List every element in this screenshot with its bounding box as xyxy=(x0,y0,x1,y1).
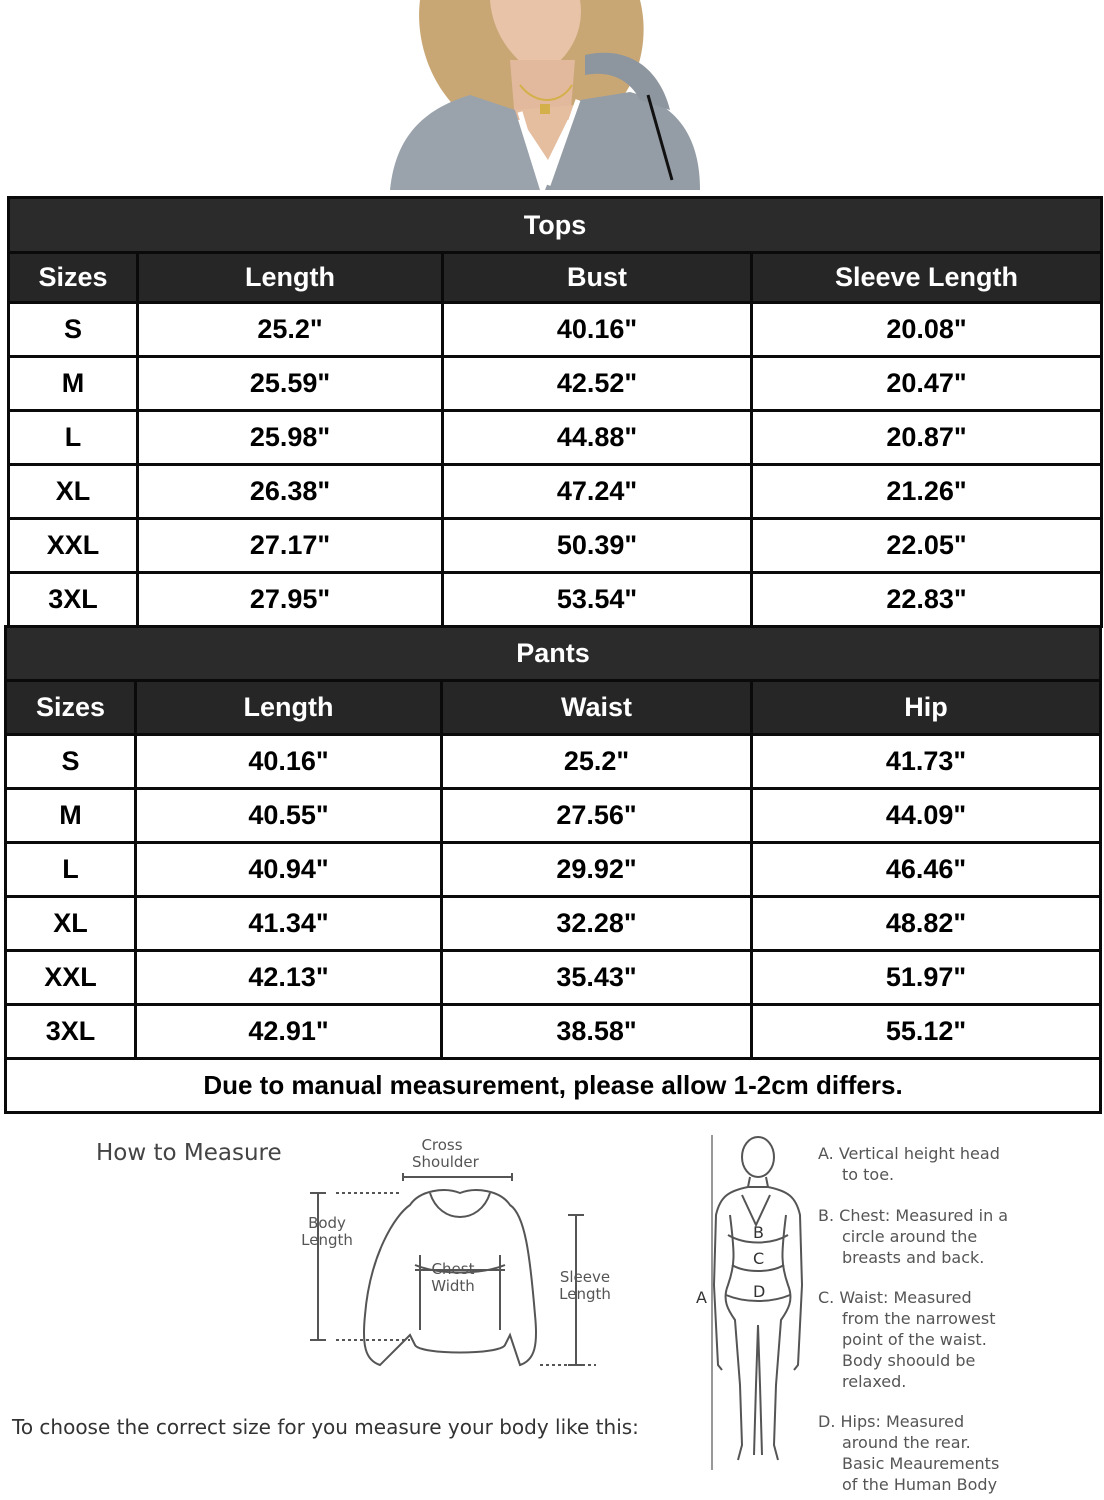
figure-letter-c: C xyxy=(753,1249,765,1268)
table-row xyxy=(9,573,1102,627)
table-row xyxy=(9,357,1102,411)
table-row xyxy=(9,303,1102,357)
length-cell: 40.16" xyxy=(136,735,442,789)
table-row xyxy=(6,1005,1101,1059)
hip-cell: 46.46" xyxy=(752,843,1101,897)
bust-cell: 53.54" xyxy=(443,573,752,627)
tops-header-bust: Bust xyxy=(443,253,752,303)
table-row xyxy=(9,519,1102,573)
length-cell: 25.2" xyxy=(138,303,443,357)
waist-cell: 27.56" xyxy=(442,789,752,843)
size-cell: M xyxy=(9,357,138,411)
waist-cell: 38.58" xyxy=(442,1005,752,1059)
how-to-measure-title: How to Measure xyxy=(96,1140,282,1166)
bust-cell: 50.39" xyxy=(443,519,752,573)
size-cell: S xyxy=(6,735,136,789)
tops-header-length: Length xyxy=(138,253,443,303)
size-cell: L xyxy=(9,411,138,465)
bust-cell: 40.16" xyxy=(443,303,752,357)
table-row xyxy=(6,789,1101,843)
sleeve-length-label: Sleeve Length xyxy=(559,1268,611,1303)
table-row xyxy=(9,465,1102,519)
size-cell: XL xyxy=(9,465,138,519)
sleeve-length-cell: 22.83" xyxy=(752,573,1102,627)
measure-instruction: To choose the correct size for you measure your body like this: xyxy=(12,1415,639,1439)
waist-cell: 32.28" xyxy=(442,897,752,951)
tops-title: Tops xyxy=(9,198,1102,253)
chest-width-label: Chest Width xyxy=(431,1260,475,1295)
table-row xyxy=(6,735,1101,789)
waist-cell: 25.2" xyxy=(442,735,752,789)
length-cell: 27.17" xyxy=(138,519,443,573)
length-cell: 27.95" xyxy=(138,573,443,627)
waist-cell: 35.43" xyxy=(442,951,752,1005)
pants-header-sizes: Sizes xyxy=(6,681,136,735)
product-photo xyxy=(0,0,1104,190)
cross-shoulder-label: Cross Shoulder xyxy=(412,1136,479,1171)
hip-cell: 48.82" xyxy=(752,897,1101,951)
size-cell: 3XL xyxy=(9,573,138,627)
sleeve-length-cell: 20.87" xyxy=(752,411,1102,465)
bust-cell: 42.52" xyxy=(443,357,752,411)
table-row xyxy=(6,951,1101,1005)
length-cell: 25.59" xyxy=(138,357,443,411)
figure-letter-a: A xyxy=(696,1288,707,1307)
sleeve-length-cell: 22.05" xyxy=(752,519,1102,573)
size-cell: M xyxy=(6,789,136,843)
waist-cell: 29.92" xyxy=(442,843,752,897)
tops-header-sizes: Sizes xyxy=(9,253,138,303)
size-cell: S xyxy=(9,303,138,357)
size-cell: L xyxy=(6,843,136,897)
body-length-label: Body Length xyxy=(301,1214,353,1249)
pants-header-waist: Waist xyxy=(442,681,752,735)
bust-cell: 44.88" xyxy=(443,411,752,465)
length-cell: 41.34" xyxy=(136,897,442,951)
length-cell: 40.55" xyxy=(136,789,442,843)
how-to-measure-section xyxy=(0,1115,1104,1500)
legend-item-c: C. Waist: Measured from the narrowest point of the waist. Body shoould be relaxed. xyxy=(818,1288,996,1391)
size-cell: XL xyxy=(6,897,136,951)
pants-header-hip: Hip xyxy=(752,681,1101,735)
length-cell: 25.98" xyxy=(138,411,443,465)
pants-size-table xyxy=(4,625,1102,1114)
table-row xyxy=(9,411,1102,465)
sleeve-length-cell: 20.47" xyxy=(752,357,1102,411)
sleeve-length-cell: 20.08" xyxy=(752,303,1102,357)
hip-cell: 41.73" xyxy=(752,735,1101,789)
hip-cell: 51.97" xyxy=(752,951,1101,1005)
legend-item-a: A. Vertical height head to toe. xyxy=(818,1144,1000,1184)
figure-letter-b: B xyxy=(753,1223,764,1242)
hip-cell: 55.12" xyxy=(752,1005,1101,1059)
size-cell: XXL xyxy=(9,519,138,573)
bust-cell: 47.24" xyxy=(443,465,752,519)
pants-title: Pants xyxy=(6,627,1101,681)
legend-item-d: D. Hips: Measured around the rear. Basic Meaurements of the Human Body xyxy=(818,1412,1000,1494)
length-cell: 42.91" xyxy=(136,1005,442,1059)
tops-size-table xyxy=(7,196,1103,628)
size-cell: 3XL xyxy=(6,1005,136,1059)
figure-letter-d: D xyxy=(753,1282,766,1301)
size-cell: XXL xyxy=(6,951,136,1005)
length-cell: 42.13" xyxy=(136,951,442,1005)
measurement-note: Due to manual measurement, please allow 1-2cm differs. xyxy=(6,1059,1101,1113)
table-row xyxy=(6,843,1101,897)
legend-item-b: B. Chest: Measured in a circle around the breasts and back. xyxy=(818,1206,1009,1267)
tops-header-sleeve-length: Sleeve Length xyxy=(752,253,1102,303)
length-cell: 40.94" xyxy=(136,843,442,897)
table-row xyxy=(6,897,1101,951)
hip-cell: 44.09" xyxy=(752,789,1101,843)
pants-header-length: Length xyxy=(136,681,442,735)
length-cell: 26.38" xyxy=(138,465,443,519)
sleeve-length-cell: 21.26" xyxy=(752,465,1102,519)
